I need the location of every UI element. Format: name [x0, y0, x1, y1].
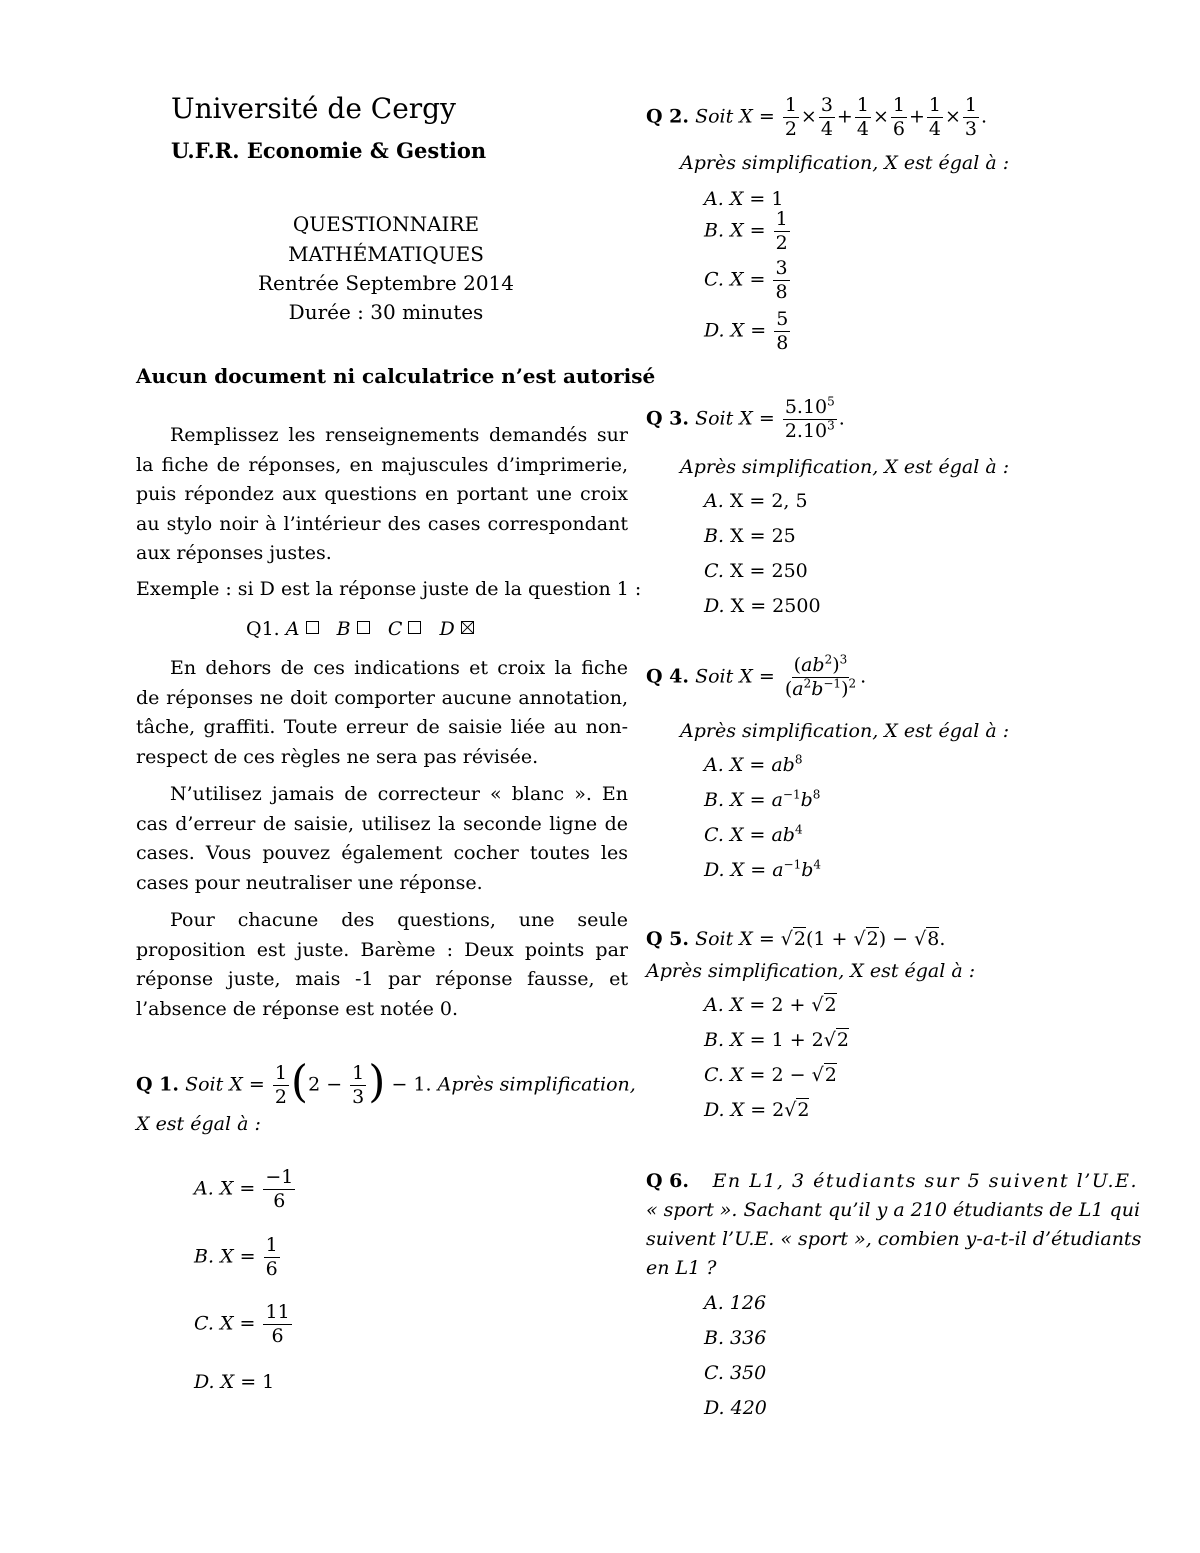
q5-option-c: C. X = 2 − √2 — [704, 1064, 837, 1086]
instructions-paragraph-2: En dehors de ces indications et croix la fiche de réponses ne doit comporter aucune annotation, tâche, graffiti. Toute erreur de saisie liée au non-respect de ces règles ne sera pas révisée. — [136, 657, 628, 768]
question-2: Q 2. Soit X = $\frac{1}{2}$ × $\frac{3}{4}$ + $\frac{1}{4}$ × $\frac{1}{6}$ + $\frac{1}{4}$ × $\frac{1}{3}$ . — [646, 94, 988, 140]
q6-option-b: B. 336 — [704, 1327, 767, 1349]
q1-option-d: D. X = 1 — [194, 1371, 275, 1393]
doc-title-1: QUESTIONNAIRE — [292, 212, 480, 236]
q5-option-d: D. X = 2√2 — [704, 1099, 810, 1121]
question-4: Q 4. Soit X = $\frac{(ab^2)^3}{(a^2b^{-1})^2}$ . — [646, 652, 867, 700]
instructions-paragraph-4: Pour chacune des questions, une seule proposition est juste. Barème : Deux points par réponse juste, mais -1 par réponse fausse, et l’absence de réponse est notée 0. — [136, 909, 628, 1020]
question-6-line2: « sport ». Sachant qu’il y a 210 étudiants de L1 qui — [646, 1199, 1141, 1221]
question-6-line3: suivent l’U.E. « sport », combien y-a-t-il d’étudiants — [646, 1228, 1142, 1250]
duration: Durée : 30 minutes — [288, 300, 484, 324]
question-1: Q 1. Soit X = $\frac{1}{2}$ (2 − $\frac{1}{3}$ ) − 1. Après simplification, — [136, 1056, 636, 1108]
q6-option-c: C. 350 — [704, 1362, 767, 1384]
doc-title-2: MATHÉMATIQUES — [288, 242, 484, 266]
question-3-prompt: Après simplification, X est égal à : — [680, 456, 1010, 478]
q1-option-b: B. X = $\frac{1}{6}$ — [194, 1234, 278, 1280]
q5-option-a: A. X = 2 + √2 — [704, 994, 837, 1016]
q1-option-a: A. X = $\frac{-1}{6}$ — [194, 1166, 294, 1212]
question-1-line2: X est égal à : — [136, 1113, 261, 1135]
checkbox-b — [357, 621, 370, 634]
question-3: Q 3. Soit X = $\frac{5.10^5}{2.10^3}$ . — [646, 394, 845, 442]
question-5-prompt: Après simplification, X est égal à : — [646, 960, 976, 982]
q2-option-d: D. X = $\frac{5}{8}$ — [704, 308, 789, 354]
question-2-prompt: Après simplification, X est égal à : — [680, 152, 1010, 174]
q4-option-a: A. $X = ab^8$ — [704, 752, 803, 776]
checkbox-a — [306, 621, 319, 634]
question-4-prompt: Après simplification, X est égal à : — [680, 720, 1010, 742]
q3-option-a: A. X = 2, 5 — [704, 490, 808, 512]
q2-option-a: A. X = 1 — [704, 188, 784, 210]
question-5: Q 5. Soit X = √2(1 + √2) − √8. — [646, 928, 946, 950]
session: Rentrée Septembre 2014 — [257, 271, 515, 295]
q1-option-c: C. X = $\frac{11}{6}$ — [194, 1301, 290, 1347]
instructions-paragraph-3: N’utilisez jamais de correcteur « blanc ». En cas d’erreur de saisie, utilisez la seconde ligne de cases. Vous pouvez également cocher toutes les cases pour neutraliser une réponse. — [136, 783, 628, 894]
q2-option-b: B. X = $\frac{1}{2}$ — [704, 208, 788, 254]
q6-option-a: A. 126 — [704, 1292, 767, 1314]
q3-option-d: D. X = 2500 — [704, 595, 821, 617]
university-name: Université de Cergy — [171, 92, 456, 125]
q6-option-d: D. 420 — [704, 1397, 767, 1419]
q4-option-d: D. $X = a^{-1}b^4$ — [704, 857, 822, 881]
checkbox-d-checked — [461, 621, 474, 634]
q5-option-b: B. X = 1 + 2√2 — [704, 1029, 849, 1051]
checkbox-c — [408, 621, 421, 634]
ufr-name: U.F.R. Economie & Gestion — [171, 138, 487, 163]
q3-option-b: B. X = 25 — [704, 525, 796, 547]
q4-option-b: B. $X = a^{-1}b^8$ — [704, 787, 821, 811]
q4-option-c: C. $X = ab^4$ — [704, 822, 803, 846]
question-6: Q 6. En L1, 3 étudiants sur 5 suivent l’U.E. — [646, 1170, 1138, 1192]
q3-option-c: C. X = 250 — [704, 560, 808, 582]
example-line: Exemple : si D est la réponse juste de la question 1 : — [136, 578, 642, 600]
question-6-line4: en L1 ? — [646, 1257, 717, 1279]
instructions-paragraph-1: Remplissez les renseignements demandés sur la fiche de réponses, en majuscules d’imprimerie, puis répondez aux questions en portant une croix au stylo noir à l’intérieur des cases correspondant aux réponses justes. — [136, 424, 628, 564]
example-answer: Q1. A B C D — [246, 618, 474, 640]
q2-option-c: C. X = $\frac{3}{8}$ — [704, 257, 788, 303]
rule-note: Aucun document ni calculatrice n’est autorisé — [136, 364, 656, 388]
